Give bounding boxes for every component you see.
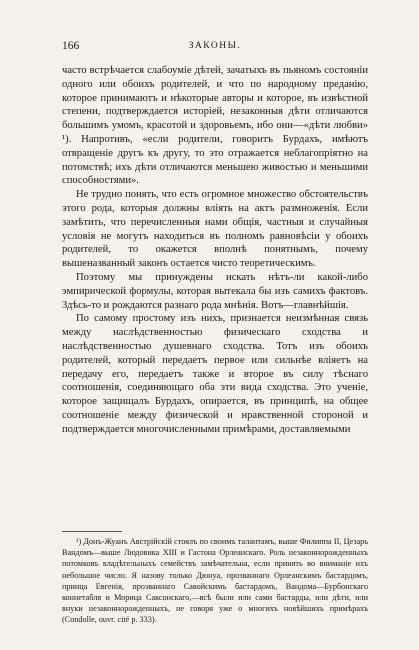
page-number: 166 <box>62 40 80 52</box>
paragraph: Не трудно понять, что есть огромное множество обстоятельствъ этого рода, которыя должны вліять на актъ размноженія. Если замѣтить, что перечисленныя нами общія, частныя и случайныя условія не могутъ находиться въ полномъ равновѣсіи у обоихъ родителей, то окажется вполнѣ понятнымъ, почему вышеназванный законъ остается чисто теоретическимъ. <box>62 189 368 270</box>
main-text <box>62 64 368 437</box>
footnote-divider <box>62 531 122 532</box>
footnote: ¹) Донъ-Жуанъ Австрійскій стоялъ по своимъ талантамъ, выше Филиппа II, Цезарь Вандомъ—выше Людовика XIII и Гастона Орлеанскаго. Роль незаконнорожденныхъ потомковъ владѣтельныхъ семействъ замѣчательна, если принять во вниманіе ихъ небольшое число. Я назову только Дюнуа, прозваннаго Орлеанскимъ бастардомъ, принца Евгенія, прозваннаго Савойскимъ бастардомъ, Вандома—Бурбонскаго коннетабля и Морица Саксонскаго,—всѣ были или сами бастарды, или дѣти, или внуки незаконнорожденныхъ, не говоря уже о многихъ новѣйшихъ примѣрахъ (Condolle, ouvr. cité p. 333). <box>62 537 368 625</box>
paragraph: Поэтому мы принуждены искать нѣтъ-ли какой-либо эмпирической формулы, которая вытекала бы изъ самихъ фактовъ. Здѣсь-то и рождаются разнаго рода мнѣнія. Вотъ—главнѣйшія. <box>62 271 368 311</box>
paragraph: По самому простому изъ нихъ, признается неизмѣнная связь между наслѣдственностью физическаго сходства и наслѣдственностью душевнаго сходства. Тотъ изъ обоихъ родителей, который передаетъ первое или сильнѣе вліяетъ на передачу его, передаетъ также и второе въ силу тѣснаго соотношенія, соединяющаго оба эти вида сходства. Это ученіе, которое защищалъ Бурдахъ, опирается, въ принципѣ, на общее соотношеніе между физической и нравственной стороной и подтверждается многочисленными примѣрами, доставляемыми <box>62 313 368 435</box>
paragraph: часто встрѣчается слабоуміе дѣтей, зачатыхъ въ пьяномъ состояніи одного или обоихъ родителей, и что по народному преданію, которое принимаютъ и нѣкоторые авторы и которое, въ извѣстной степени, подтверждается исторіей, незаконныя дѣти отличаются большимъ умомъ, красотой и здоровьемъ, ибо они—«дѣти любви» ¹). Напротивъ, «если родители, говоритъ Бурдахъ, имѣютъ отвращеніе другъ къ другу, то это отражается неблагопріятно на потомствѣ; ихъ дѣти отличаются меньшею живостью и меньшими способностями». <box>62 65 368 187</box>
running-head: ЗАКОНЫ. <box>188 41 242 51</box>
page-header <box>62 40 368 54</box>
